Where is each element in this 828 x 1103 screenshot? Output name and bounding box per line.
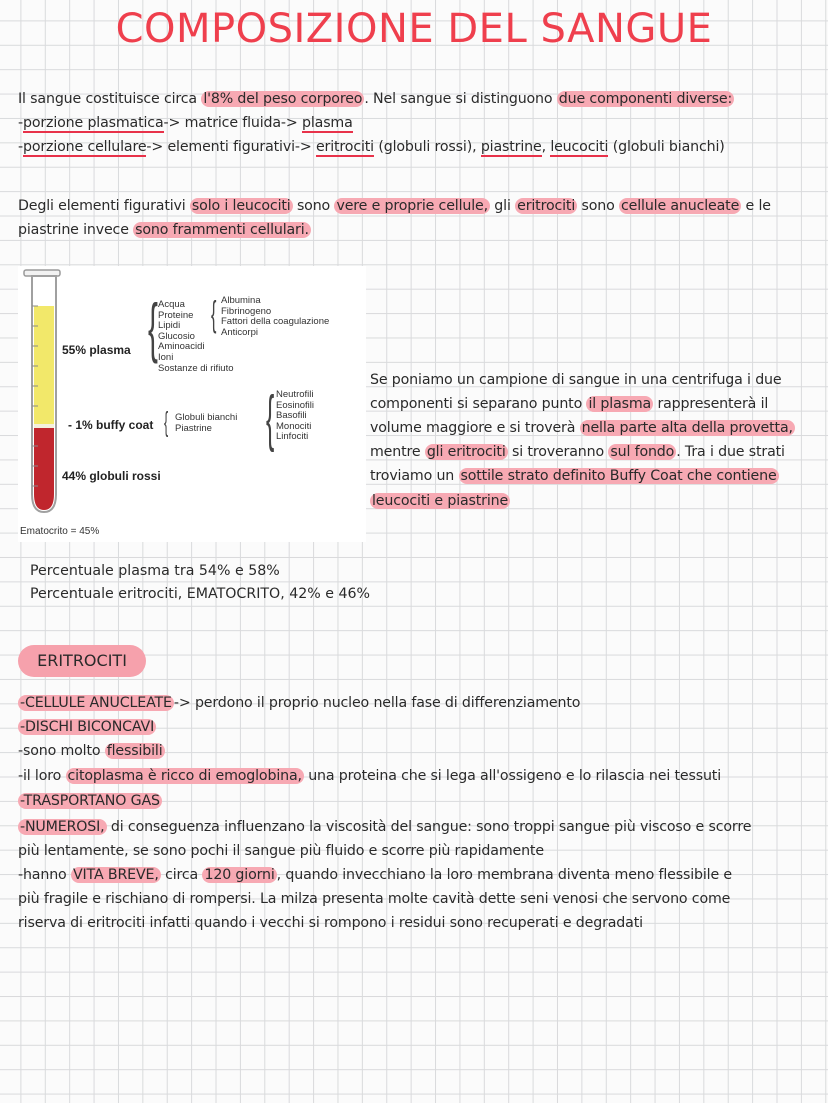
highlight: -TRASPORTANO GAS (20, 793, 160, 809)
text: -> elementi figurativi-> (146, 139, 316, 155)
brace-proteine: { (211, 293, 217, 334)
text: -> matrice fluida-> (163, 115, 302, 131)
highlight: sottile strato definito Buffy Coat che contiene (460, 468, 777, 484)
intro-line-3 (18, 139, 725, 155)
highlight: vere e proprie cellule, (336, 198, 488, 214)
side-line (370, 420, 795, 436)
underline: plasma (302, 115, 353, 131)
text: rappresenterà il (653, 396, 769, 412)
text: . Tra i due strati (676, 444, 785, 460)
blood-layer (34, 428, 54, 510)
side-line (370, 396, 768, 412)
underline: leucociti (550, 139, 609, 155)
plasma-item: Sostanze di rifiuto (158, 362, 234, 374)
text: circa (160, 867, 203, 883)
brace-plasma: { (148, 290, 158, 364)
text: sono (292, 198, 335, 214)
plasma-percentage: Percentuale plasma tra 54% e 58% (30, 563, 280, 579)
highlight: l'8% del peso corporeo (203, 91, 363, 107)
page-title: COMPOSIZIONE DEL SANGUE (115, 6, 713, 52)
buffy-layer (34, 424, 54, 428)
underline: piastrine (480, 139, 542, 155)
text: componenti si separano punto (370, 396, 587, 412)
para2-line-1 (18, 198, 771, 214)
highlight: citoplasma è ricco di emoglobina, (67, 768, 302, 784)
side-line (370, 444, 785, 460)
buffy-item: Globuli bianchi (175, 412, 238, 423)
highlight: due componenti diverse: (558, 91, 733, 107)
list-item (18, 793, 162, 809)
plasma-item: Proteine (158, 309, 194, 321)
brace-leucociti: { (266, 384, 275, 453)
list-item-continued: più lentamente, se sono pochi il sangue più fluido e scorre più rapidamente (18, 843, 544, 859)
list-item-continued: riserva di eritrociti infatti quando i vecchi si rompono i residui sono recuperati e degradati (18, 915, 643, 931)
text: piastrine invece (18, 222, 134, 238)
text: -sono molto (18, 743, 105, 759)
list-item (18, 695, 580, 711)
text: - (18, 139, 23, 155)
test-tube-icon (18, 266, 78, 526)
text: sono (577, 198, 619, 214)
plasma-item: Glucosio (158, 330, 195, 342)
text: (globuli bianchi) (608, 139, 725, 155)
brace-buffy: { (164, 406, 169, 437)
plasma-item: Ioni (158, 351, 174, 363)
text: - (18, 115, 23, 131)
intro-line-1 (18, 91, 734, 107)
highlight: sul fondo (610, 444, 675, 460)
highlight: sono frammenti cellulari. (135, 222, 309, 238)
protein-item: Fattori della coagulazione (221, 316, 330, 328)
text: -> perdono il proprio nucleo nella fase di differenziamento (173, 695, 581, 711)
side-line (370, 468, 779, 484)
plasma-label: 55% plasma (62, 343, 131, 357)
protein-item: Anticorpi (221, 326, 258, 338)
protein-list (221, 296, 329, 338)
leukocyte-item: Eosinofili (276, 399, 315, 411)
list-item (18, 743, 165, 759)
highlight: -DISCHI BICONCAVI (20, 719, 155, 735)
protein-item: Albumina (221, 295, 261, 306)
text: . Nel sangue si distinguono (364, 91, 557, 107)
intro-line-2 (18, 115, 353, 131)
text: , quando invecchiano la loro membrana diventa meno flessibile e (276, 867, 732, 883)
list-item-continued: più fragile e rischiano di rompersi. La milza presenta molte cavità dette seni venosi che servono come (18, 891, 731, 907)
text: (globuli rossi), (373, 139, 481, 155)
side-line: Se poniamo un campione di sangue in una centrifuga i due (370, 372, 782, 388)
list-item (18, 867, 732, 883)
highlight: -NUMEROSI, (20, 819, 105, 835)
underline: porzione cellulare (22, 139, 147, 155)
list-item (18, 719, 156, 735)
text: troviamo un (370, 468, 459, 484)
leukocyte-item: Monociti (276, 420, 312, 432)
underline: eritrociti (315, 139, 374, 155)
plasma-item: Lipidi (158, 320, 181, 332)
highlight: leucociti e piastrine (372, 493, 509, 509)
highlight: cellule anucleate (621, 198, 740, 214)
plasma-item: Acqua (158, 299, 185, 310)
buffy-item: Piastrine (175, 422, 212, 434)
text: Degli elementi figurativi (18, 198, 190, 214)
erythrocyte-percentage: Percentuale eritrociti, EMATOCRITO, 42% e 46% (30, 586, 371, 602)
plasma-item: Aminoacidi (158, 341, 205, 353)
highlight: il plasma (588, 396, 652, 412)
list-item (18, 768, 721, 784)
highlight: 120 giorni (204, 867, 275, 883)
text: si troveranno (507, 444, 609, 460)
highlight: eritrociti (517, 198, 576, 214)
text: -il loro (18, 768, 66, 784)
text: , (541, 139, 551, 155)
text: mentre (370, 444, 425, 460)
underline: porzione plasmatica (22, 115, 164, 131)
para2-line-2 (18, 222, 311, 238)
text: -hanno (18, 867, 71, 883)
section-label-erythrocytes: ERITROCITI (18, 645, 146, 677)
text: gli (489, 198, 516, 214)
text: Il sangue costituisce circa (18, 91, 202, 107)
leukocyte-list (276, 390, 314, 443)
highlight: -CELLULE ANUCLEATE (20, 695, 172, 711)
text: volume maggiore e si troverà (370, 420, 580, 436)
highlight: gli eritrociti (426, 444, 506, 460)
leukocyte-item: Basofili (276, 410, 307, 422)
highlight: nella parte alta della provetta, (581, 420, 793, 436)
highlight: VITA BREVE, (72, 867, 159, 883)
buffy-coat-label: - 1% buffy coat (68, 418, 154, 432)
protein-item: Fibrinogeno (221, 305, 272, 317)
text: e le (741, 198, 771, 214)
red-cells-label: 44% globuli rossi (62, 469, 161, 483)
text: una proteina che si lega all'ossigeno e lo rilascia nei tessuti (303, 768, 722, 784)
blood-composition-figure (18, 266, 366, 542)
leukocyte-item: Neutrofili (276, 389, 314, 400)
list-item (18, 819, 751, 835)
text: di conseguenza influenzano la viscosità del sangue: sono troppi sangue più viscoso e scorre (106, 819, 752, 835)
hematocrit-label: Ematocrito = 45% (20, 526, 100, 537)
highlight: flessibili (106, 743, 163, 759)
buffy-list (175, 413, 237, 434)
side-line (370, 493, 510, 509)
leukocyte-item: Linfociti (276, 431, 309, 443)
highlight: solo i leucociti (191, 198, 291, 214)
